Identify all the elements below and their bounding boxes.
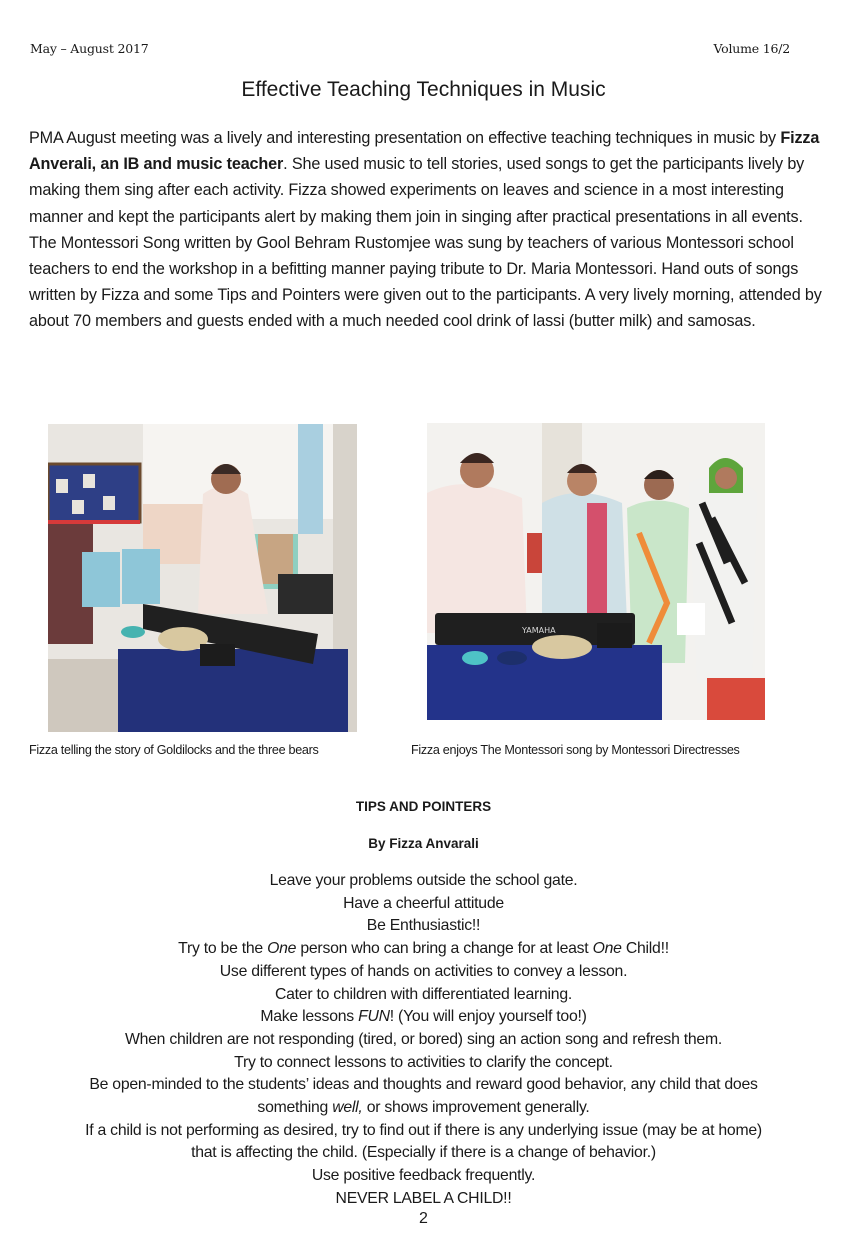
tip-text: person who can bring a change for at least: [296, 940, 593, 958]
page-number: 2: [419, 1210, 428, 1227]
photo-caption-storytelling: Fizza telling the story of Goldilocks and the three bears: [29, 743, 319, 757]
tip-item: Use different types of hands on activities to convey a lesson.: [219, 962, 628, 980]
tip-item: Be open-minded to the students’ ideas and thoughts and reward good behavior, any child that does: [89, 1076, 758, 1094]
article-intro-paragraph: [29, 125, 824, 335]
tip-text: Make lessons: [260, 1008, 359, 1026]
tip-text: something: [257, 1099, 333, 1117]
tip-text: or shows improvement generally.: [362, 1099, 590, 1117]
tip-item: Have a cheerful attitude: [343, 894, 504, 912]
tip-item: When children are not responding (tired, or bored) sing an action song and refresh them.: [124, 1030, 723, 1048]
intro-presenter-name: Fizza Anverali, an IB and music teacher: [29, 129, 820, 174]
tip-item: Use positive feedback frequently.: [311, 1167, 536, 1185]
tip-item: Leave your problems outside the school gate.: [269, 872, 578, 889]
tip-text: Try to be the: [178, 940, 268, 958]
tips-list: [20, 870, 827, 1211]
article-title: Effective Teaching Techniques in Music: [241, 78, 606, 101]
tip-item: Be Enthusiastic!!: [366, 917, 481, 935]
header-volume: Volume 16/2: [713, 41, 790, 56]
tips-heading: TIPS AND POINTERS: [355, 799, 492, 814]
tip-item: [20, 1006, 827, 1029]
tip-item: Cater to children with differentiated learning.: [274, 985, 573, 1003]
photo-fizza-storytelling: [48, 424, 357, 732]
tip-item: Try to connect lessons to activities to clarify the concept.: [234, 1053, 613, 1071]
tip-emphasis: One: [267, 940, 297, 958]
photo-montessori-song-group-image: [427, 423, 765, 720]
tip-emphasis: FUN: [358, 1008, 390, 1026]
tip-text: Child!!: [621, 940, 669, 958]
tip-item: [20, 1097, 827, 1120]
intro-text-start: PMA August meeting was a lively and interesting presentation on effective teaching techniques in music by: [29, 129, 781, 147]
intro-text-rest: . She used music to tell stories, used songs to get the participants lively by making them sing after each activity. Fizza showed experiments on leaves and science in a most interesting manner and kept the participants alert by making them join in singing after practical presentations in all events. The Montessori Song written by Gool Behram Rustomjee was sung by teachers of various Montessori school teachers to end the workshop in a befitting manner paying tribute to Dr. Maria Montessori. Hand outs of songs written by Fizza and some Tips and Pointers were given out to the participants. A very lively morning, attended by about 70 members and guests ended with a much needed cool drink of lassi (butter milk) and samosas.: [29, 155, 822, 331]
tip-item: [20, 938, 827, 961]
tips-author: By Fizza Anvarali: [368, 836, 479, 851]
tip-item: NEVER LABEL A CHILD!!: [335, 1189, 512, 1207]
photo-caption-montessori-song: Fizza enjoys The Montessori song by Montessori Directresses: [411, 743, 740, 757]
tip-emphasis: One: [592, 940, 622, 958]
tip-emphasis: well,: [332, 1099, 363, 1117]
header-date-range: May – August 2017: [30, 41, 149, 56]
tip-item: If a child is not performing as desired, try to find out if there is any underlying issue (may be at home): [85, 1121, 762, 1139]
tip-item: that is affecting the child. (Especially if there is a change of behavior.): [191, 1144, 656, 1162]
keyboard-brand-label: YAMAHA: [522, 626, 556, 635]
photo-montessori-song-group: [427, 423, 765, 720]
tip-text: ! (You will enjoy yourself too!): [389, 1008, 587, 1026]
photo-fizza-storytelling-image: [48, 424, 357, 732]
